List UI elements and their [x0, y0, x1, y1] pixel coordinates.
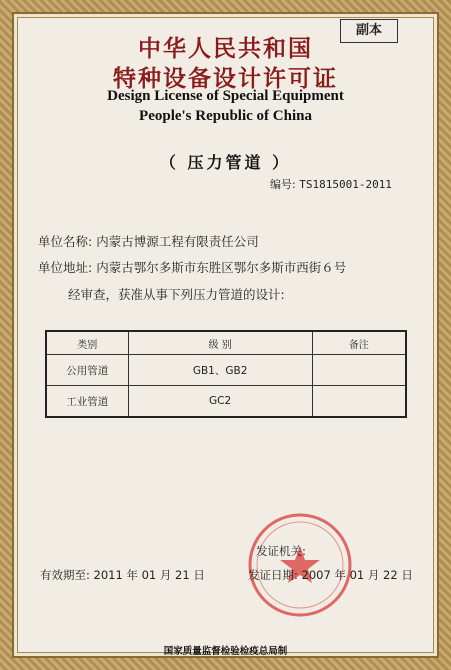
- table-header-category: 类别: [46, 331, 128, 355]
- table-row: [46, 355, 406, 386]
- table-cell-grade: GC2: [128, 386, 312, 418]
- table-cell-grade: GB1、GB2: [128, 355, 312, 386]
- unit-address-value: 内蒙古鄂尔多斯市东胜区鄂尔多斯市西街６号: [96, 260, 347, 275]
- license-category: （ 压力管道 ）: [159, 153, 292, 172]
- unit-name-label: 单位名称:: [38, 234, 93, 249]
- license-number: [270, 176, 392, 192]
- table-cell-note: [312, 386, 406, 418]
- title-en-line1: Design License of Special Equipment: [107, 88, 344, 104]
- issue-date: [248, 567, 413, 583]
- official-seal-icon: [245, 510, 355, 620]
- title-cn-line1: 中华人民共和国: [138, 36, 313, 62]
- approval-statement: 经审查，获准从事下列压力管道的设计:: [68, 287, 285, 302]
- table-row: [46, 386, 406, 418]
- validity-value: 2011 年 01 月 21 日: [93, 568, 205, 582]
- issuer-footer: 国家质量监督检验检疫总局制: [163, 646, 288, 657]
- title-cn-line2: 特种设备设计许可证: [113, 66, 338, 92]
- issue-date-value: 2007 年 01 月 22 日: [301, 568, 413, 582]
- table-header-grade: 级 别: [128, 331, 312, 355]
- unit-name: [38, 232, 259, 250]
- validity-date: [40, 567, 205, 583]
- validity-label: 有效期至:: [40, 568, 90, 582]
- table-cell-category: 工业管道: [46, 386, 128, 418]
- copy-badge: 副本: [340, 19, 398, 43]
- table-header-row: [46, 331, 406, 355]
- license-number-label: 编号:: [270, 178, 296, 191]
- unit-address: [38, 258, 346, 276]
- table-header-note: 备注: [312, 331, 406, 355]
- unit-name-value: 内蒙古博源工程有限责任公司: [96, 234, 259, 249]
- unit-address-label: 单位地址:: [38, 260, 93, 275]
- issue-date-label: 发证日期:: [248, 568, 298, 582]
- title-en-line2: People's Republic of China: [139, 108, 312, 124]
- permit-table: [45, 330, 407, 418]
- license-number-value: TS1815001-2011: [299, 178, 392, 191]
- table-cell-category: 公用管道: [46, 355, 128, 386]
- table-cell-note: [312, 355, 406, 386]
- issuing-authority-label: 发证机关:: [256, 544, 306, 558]
